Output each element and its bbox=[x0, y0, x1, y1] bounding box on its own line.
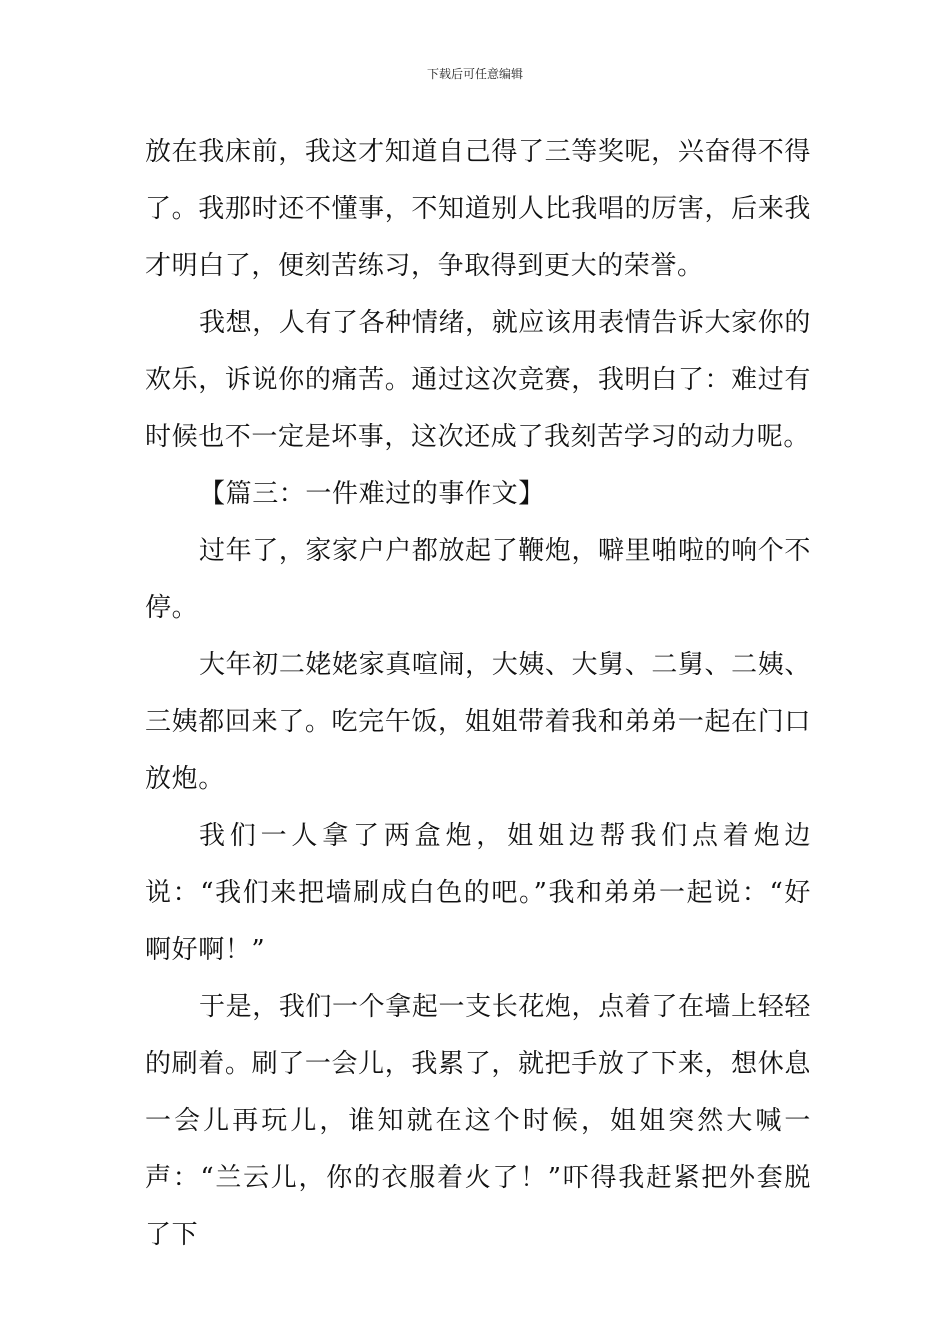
paragraph-3: 过年了，家家户户都放起了鞭炮，噼里啪啦的响个不停。 bbox=[145, 536, 811, 623]
page-header: 下载后可任意编辑 bbox=[426, 67, 523, 81]
section-heading: 【篇三：一件难过的事作文】 bbox=[199, 479, 545, 509]
document-body bbox=[145, 124, 811, 1264]
paragraph-1: 放在我床前，我这才知道自己得了三等奖呢，兴奋得不得了。我那时还不懂事，不知道别人比我唱的厉害，后来我才明白了，便刻苦练习，争取得到更大的荣誉。 bbox=[145, 137, 811, 281]
paragraph-4: 大年初二姥姥家真喧闹，大姨、大舅、二舅、二姨、三姨都回来了。吃完午饭，姐姐带着我和弟弟一起在门口放炮。 bbox=[145, 650, 811, 794]
paragraph-2: 我想，人有了各种情绪，就应该用表情告诉大家你的欢乐，诉说你的痛苦。通过这次竞赛，我明白了：难过有时候也不一定是坏事，这次还成了我刻苦学习的动力呢。 bbox=[145, 308, 811, 452]
paragraph-6: 于是，我们一个拿起一支长花炮，点着了在墙上轻轻的刷着。刷了一会儿，我累了，就把手放了下来，想休息一会儿再玩儿，谁知就在这个时候，姐姐突然大喊一声：“兰云儿，你的衣服着火了！”吓得我赶紧把外套脱了下 bbox=[145, 992, 811, 1250]
paragraph-5: 我们一人拿了两盒炮，姐姐边帮我们点着炮边说：“我们来把墙刷成白色的吧。”我和弟弟一起说：“好啊好啊！” bbox=[145, 821, 811, 965]
